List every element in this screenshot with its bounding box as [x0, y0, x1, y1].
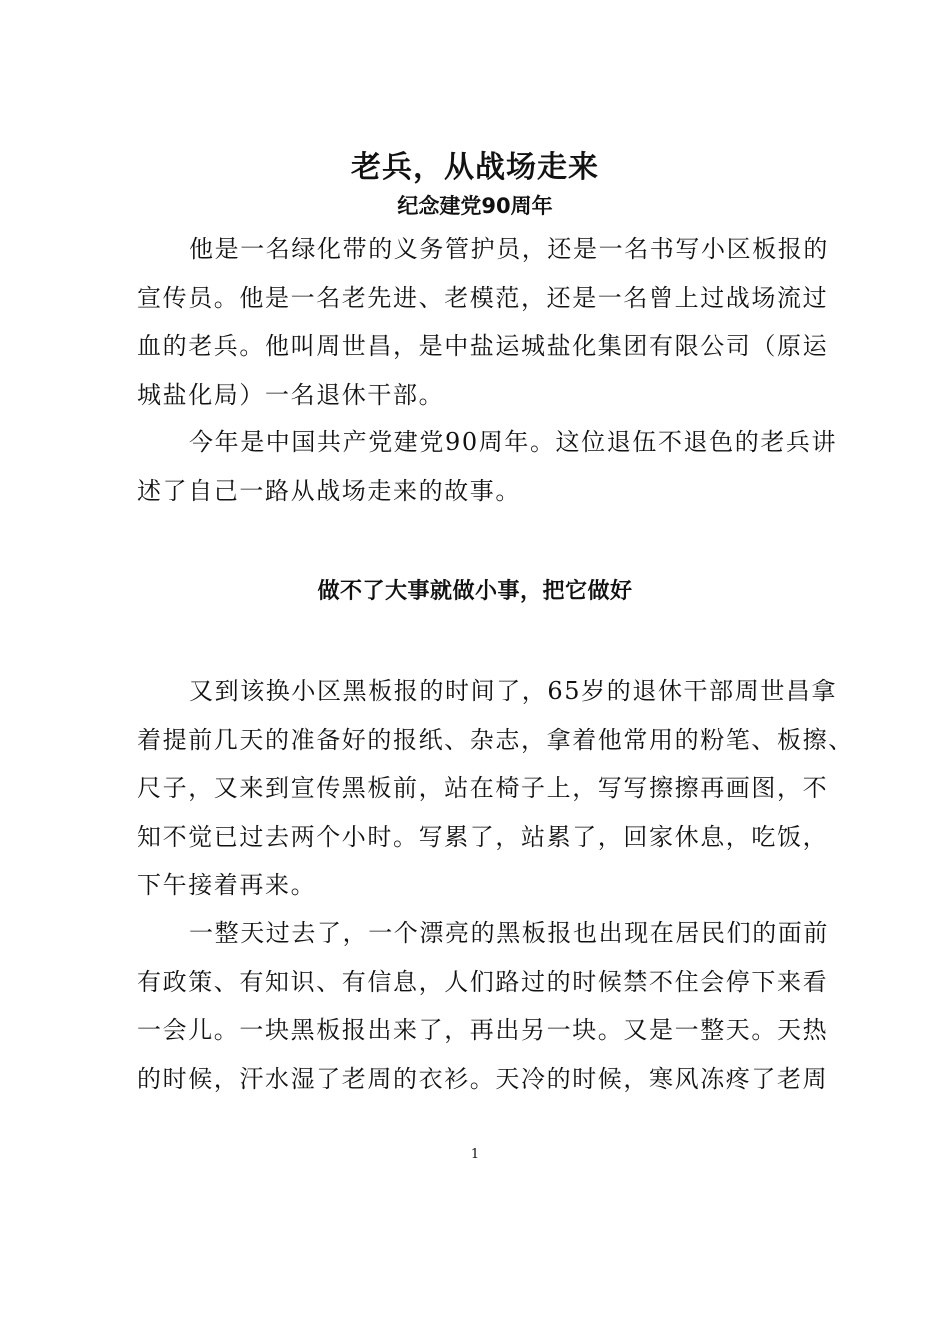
section-paragraph-1 [137, 667, 854, 910]
page-number: 1 [470, 1147, 480, 1162]
paragraph-line: 着提前几天的准备好的报纸、杂志，拿着他常用的粉笔、板擦、 [137, 725, 854, 754]
section-paragraph-2 [137, 909, 837, 1103]
paragraph-line: 血的老兵。他叫周世昌，是中盐运城盐化集团有限公司（原运 [137, 332, 829, 360]
paragraph-line: 又到该换小区黑板报的时间了，65岁的退休干部周世昌拿 [189, 677, 838, 705]
paragraph-line: 他是一名绿化带的义务管护员，还是一名书写小区板报的 [189, 235, 829, 263]
paragraph-line: 的时候，汗水湿了老周的衣衫。天冷的时候，寒风冻疼了老周 [137, 1064, 829, 1093]
paragraph-line: 一会儿。一块黑板报出来了，再出另一块。又是一整天。天热 [137, 1016, 829, 1044]
paragraph-line: 知不觉已过去两个小时。写累了，站累了，回家休息，吃饭， [137, 822, 829, 851]
section-heading: 做不了大事就做小事，把它做好 [317, 579, 633, 604]
paragraph-line: 一整天过去了，一个漂亮的黑板报也出现在居民们的面前 [189, 919, 829, 947]
paragraph-line: 宣传员。他是一名老先进、老模范，还是一名曾上过战场流过 [137, 283, 829, 312]
paragraph-line: 城盐化局）一名退休干部。 [137, 380, 445, 409]
paragraph-line: 今年是中国共产党建党90周年。这位退伍不退色的老兵讲 [189, 428, 838, 456]
intro-paragraph-2 [137, 418, 837, 515]
paragraph-line: 下午接着再来。 [137, 871, 317, 899]
paragraph-line: 有政策、有知识、有信息，人们路过的时候禁不住会停下来看 [137, 967, 829, 996]
paragraph-line: 述了自己一路从战场走来的故事。 [137, 476, 521, 505]
intro-paragraph-1 [137, 225, 837, 419]
article-subtitle: 纪念建党90周年 [397, 194, 553, 218]
paragraph-line: 尺子，又来到宣传黑板前，站在椅子上，写写擦擦再画图，不 [137, 774, 829, 802]
article-title: 老兵，从战场走来 [351, 150, 599, 185]
